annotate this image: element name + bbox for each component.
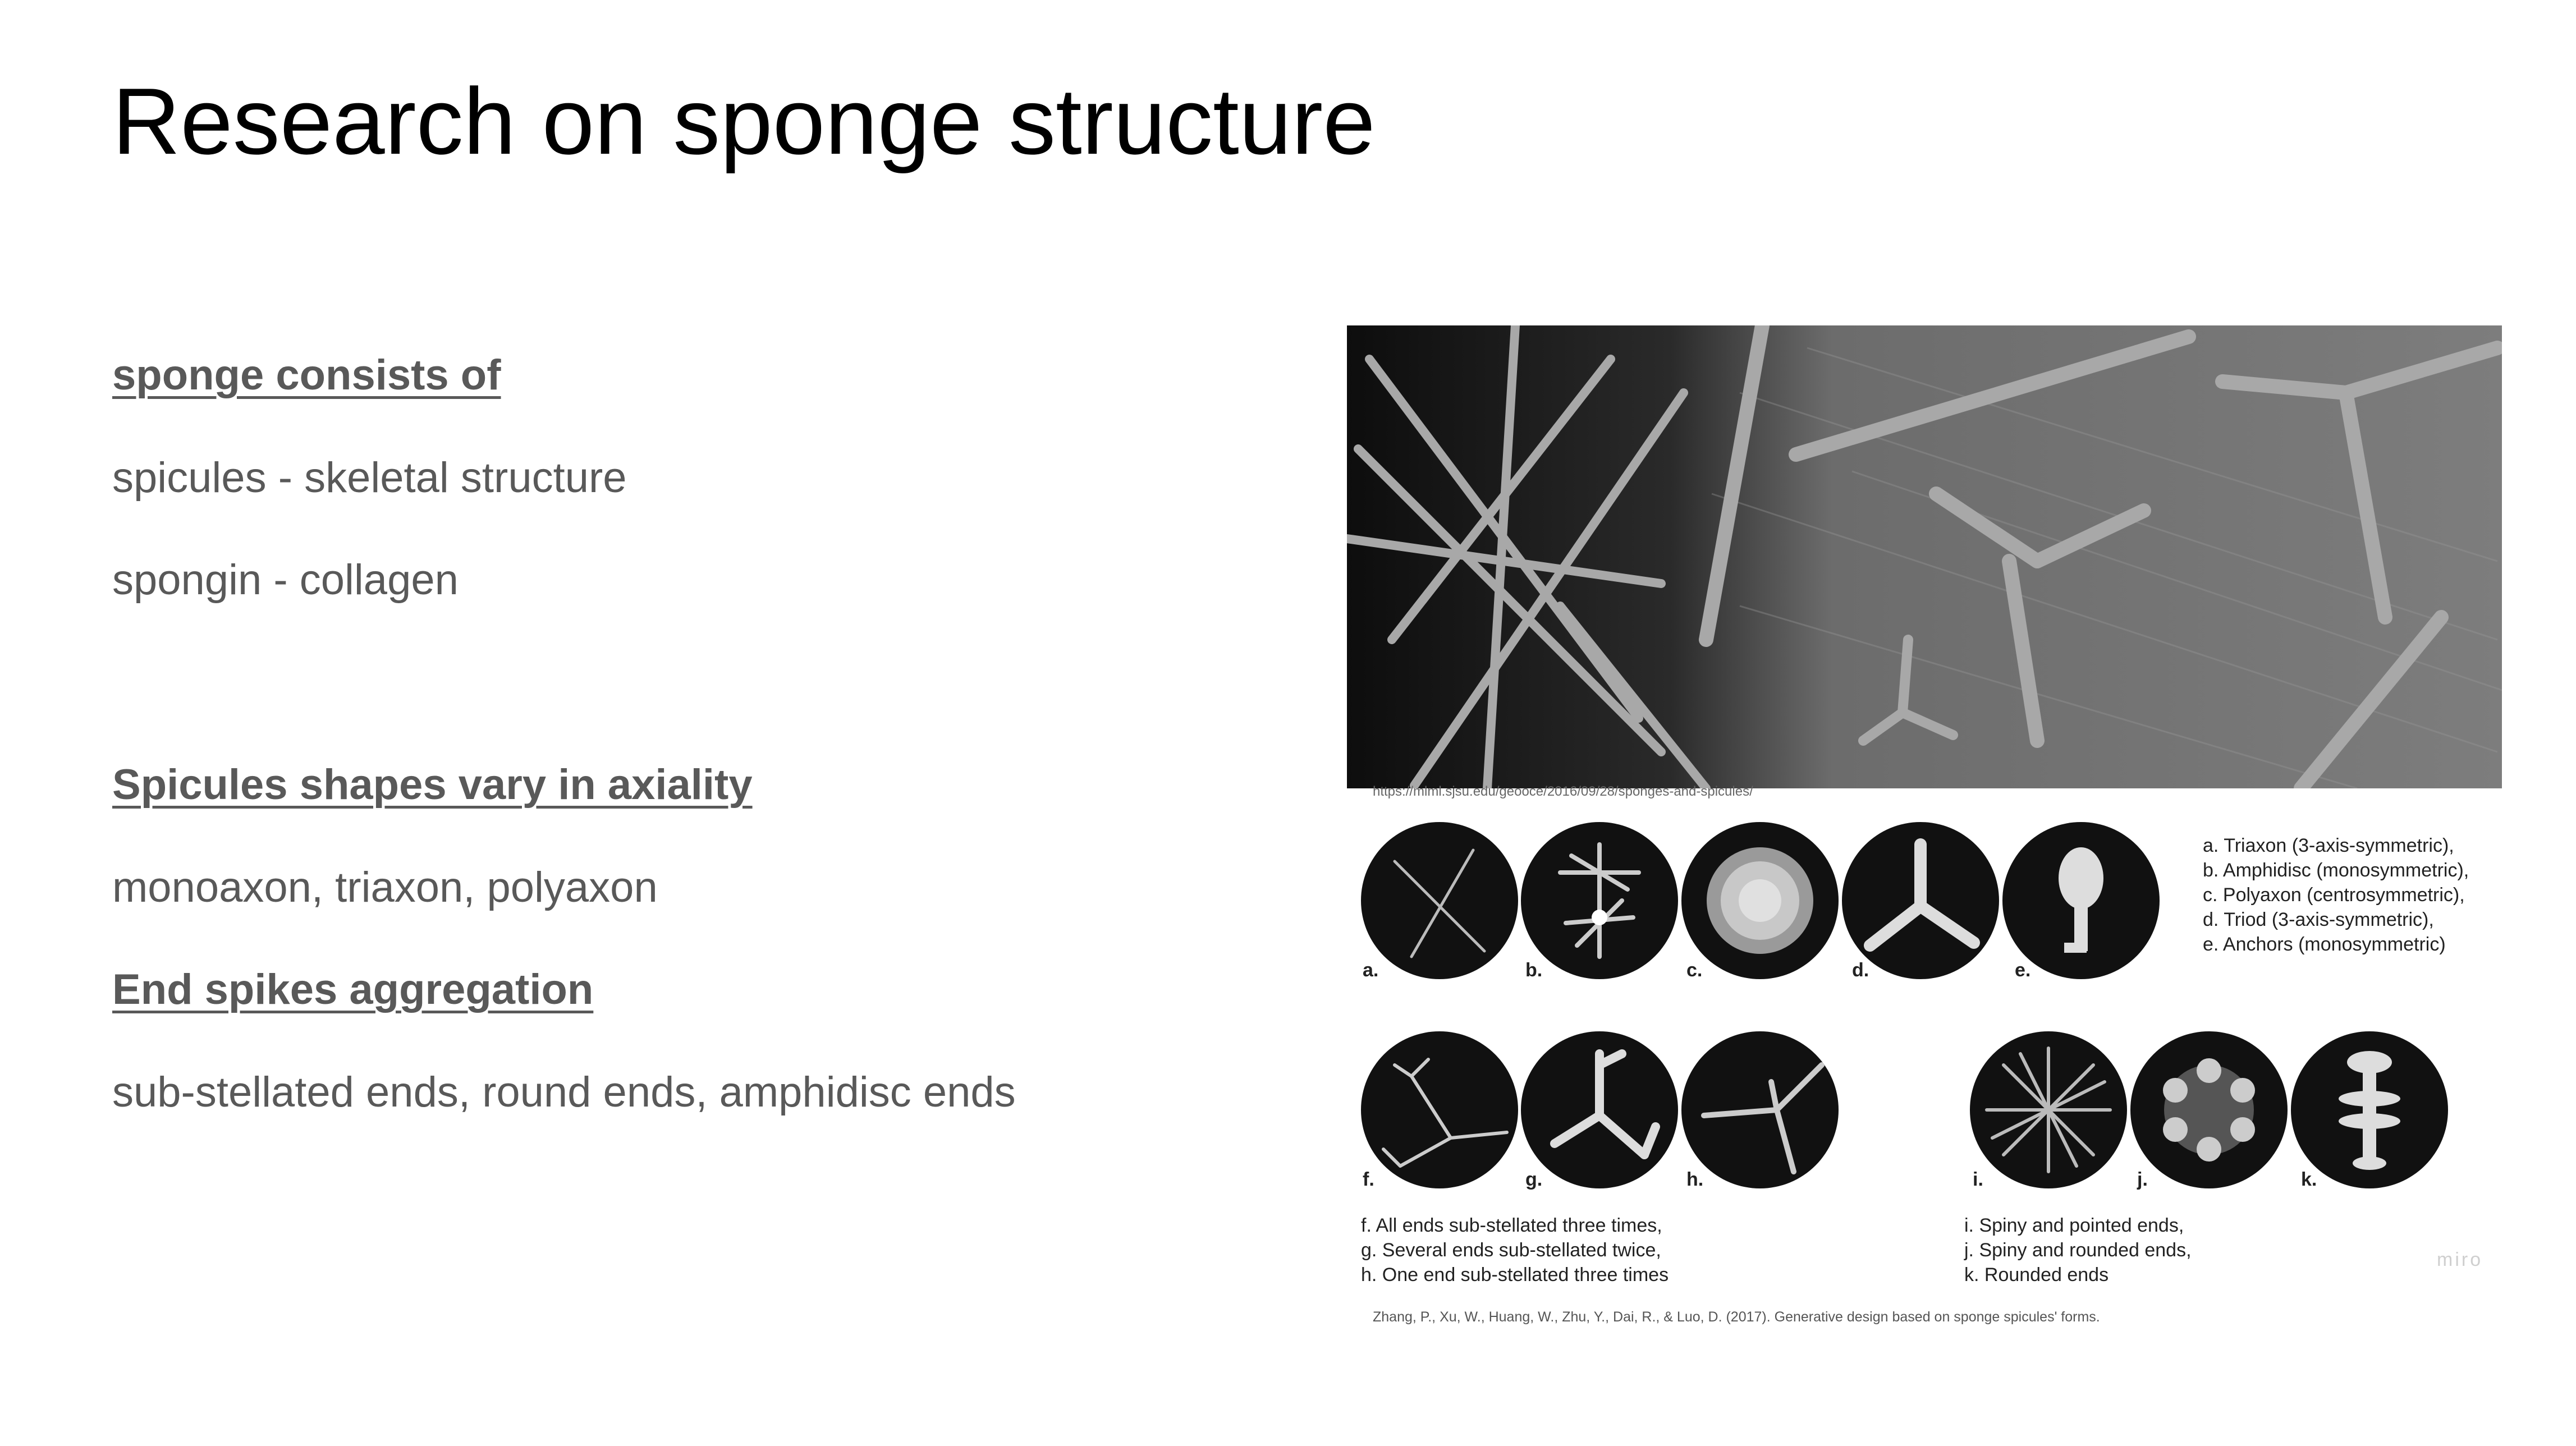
photo-source-caption: https://mlml.sjsu.edu/geooce/2016/09/28/sponges-and-spicules/ bbox=[1373, 784, 1753, 799]
miro-watermark: miro bbox=[2437, 1249, 2483, 1270]
label-k: k. bbox=[2301, 1169, 2317, 1190]
text-axon-types: monoaxon, triaxon, polyaxon bbox=[112, 864, 658, 911]
legend-item-f: f. All ends sub-stellated three times, bbox=[1361, 1215, 1662, 1236]
spicule-triaxon-image bbox=[1361, 822, 1518, 979]
spicule-substellated-twice-image bbox=[1521, 1031, 1678, 1188]
section-heading-axiality: Spicules shapes vary in axiality bbox=[112, 761, 753, 809]
spicule-spiny-pointed-image bbox=[1970, 1031, 2127, 1188]
figure-citation: Zhang, P., Xu, W., Huang, W., Zhu, Y., Dai, R., & Luo, D. (2017). Generative design based on sponge spicules' forms. bbox=[1373, 1309, 2100, 1325]
spicule-one-end-substellated-image bbox=[1681, 1031, 1839, 1188]
label-e: e. bbox=[2015, 960, 2031, 981]
legend-item-c: c. Polyaxon (centrosymmetric), bbox=[2203, 884, 2465, 906]
legend-bottom-left bbox=[1361, 1213, 1669, 1287]
legend-bottom-right bbox=[1964, 1213, 2192, 1287]
legend-item-i: i. Spiny and pointed ends, bbox=[1964, 1215, 2184, 1236]
label-h: h. bbox=[1686, 1169, 1704, 1190]
label-b: b. bbox=[1525, 960, 1543, 981]
spicule-polyaxon-image bbox=[1681, 822, 1839, 979]
section-heading-composition: sponge consists of bbox=[112, 351, 501, 399]
spicule-rounded-ends-image bbox=[2291, 1031, 2448, 1188]
text-spongin: spongin - collagen bbox=[112, 556, 459, 604]
spicule-spiny-rounded-image bbox=[2130, 1031, 2288, 1188]
legend-item-e: e. Anchors (monosymmetric) bbox=[2203, 934, 2446, 955]
spicule-triod-image bbox=[1842, 822, 1999, 979]
label-d: d. bbox=[1852, 960, 1869, 981]
legend-item-d: d. Triod (3-axis-symmetric), bbox=[2203, 909, 2434, 930]
legend-item-a: a. Triaxon (3-axis-symmetric), bbox=[2203, 835, 2454, 856]
label-c: c. bbox=[1686, 960, 1703, 981]
page-title: Research on sponge structure bbox=[112, 68, 1376, 174]
spicules-micrograph-image bbox=[1347, 325, 2502, 788]
spicule-substellated-three-image bbox=[1361, 1031, 1518, 1188]
label-g: g. bbox=[1525, 1169, 1543, 1190]
label-f: f. bbox=[1363, 1169, 1374, 1190]
legend-top bbox=[2203, 833, 2469, 957]
legend-item-k: k. Rounded ends bbox=[1964, 1264, 2109, 1286]
legend-item-j: j. Spiny and rounded ends, bbox=[1964, 1240, 2192, 1261]
legend-item-h: h. One end sub-stellated three times bbox=[1361, 1264, 1669, 1286]
text-spicules: spicules - skeletal structure bbox=[112, 454, 627, 502]
label-a: a. bbox=[1363, 960, 1379, 981]
spicule-amphidisc-image bbox=[1521, 822, 1678, 979]
legend-item-b: b. Amphidisc (monosymmetric), bbox=[2203, 860, 2469, 881]
label-i: i. bbox=[1973, 1169, 1983, 1190]
label-j: j. bbox=[2137, 1169, 2148, 1190]
section-heading-end-spikes: End spikes aggregation bbox=[112, 966, 594, 1013]
legend-item-g: g. Several ends sub-stellated twice, bbox=[1361, 1240, 1661, 1261]
spicule-anchor-image bbox=[2002, 822, 2160, 979]
text-end-types: sub-stellated ends, round ends, amphidisc ends bbox=[112, 1068, 1016, 1116]
